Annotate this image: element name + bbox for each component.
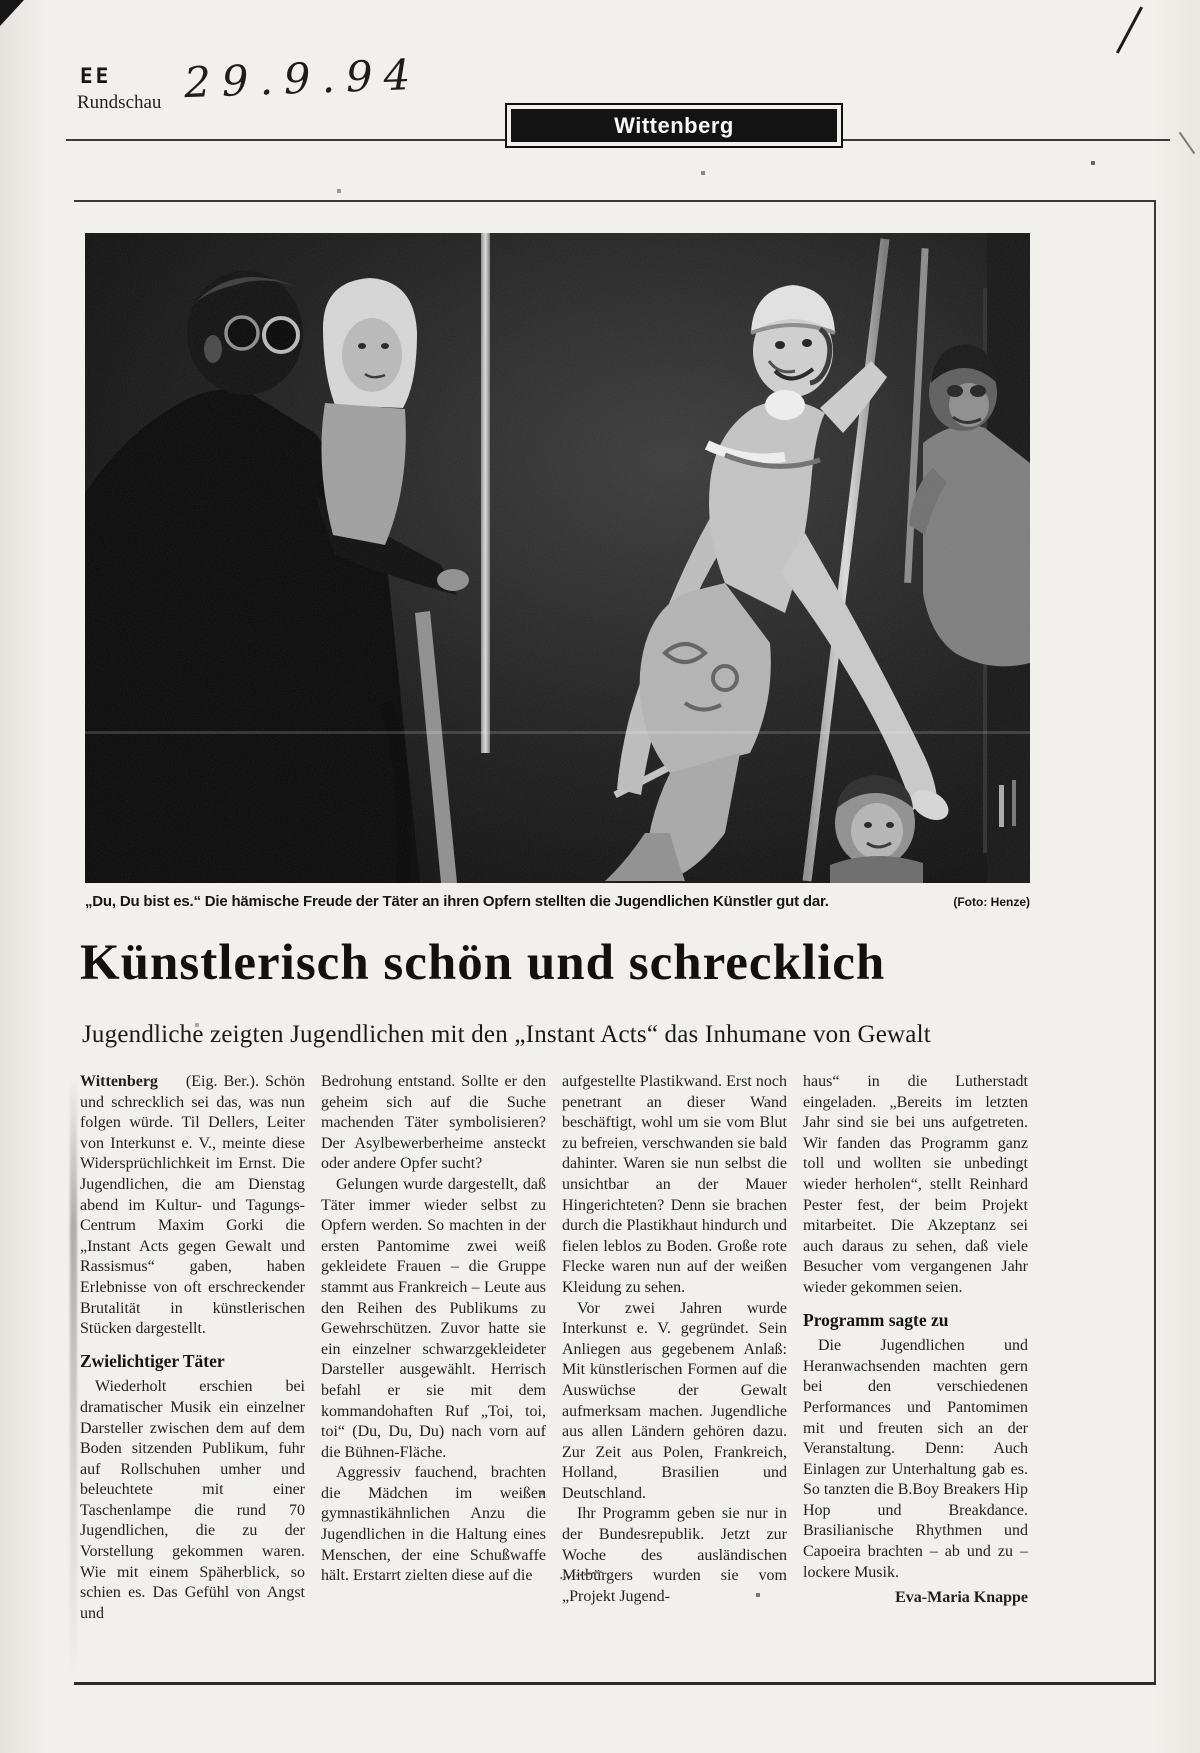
author-byline: Eva-Maria Knappe: [895, 1589, 1028, 1607]
photo-grain-overlay: [85, 233, 1030, 883]
text-column-1: [80, 1072, 305, 1678]
section-banner-label: Wittenberg: [511, 109, 837, 142]
article-subheadline: Jugendliche zeigten Jugendlichen mit den „Instant Acts“ das Inhumane von Gewalt: [82, 1021, 931, 1048]
body-paragraph: Aggressiv fauchend, brachten die Mädchen im weißen gymnastikähnlichen Anzu die Jugendlichen in die Haltung eines Menschen, der eine Schußwaffe hält. Erstarrt zielten diese auf die: [321, 1464, 546, 1585]
section-banner: [505, 103, 843, 148]
stage-performance-scene: [85, 233, 1030, 883]
text-column-4: [803, 1072, 1028, 1678]
body-paragraph: Ihr Programm geben sie nur in der Bundesrepublik. Jetzt zur Woche des ausländischen Mitbürgers wurden sie vom „Projekt Jugend-: [562, 1505, 787, 1605]
body-paragraph: Vor zwei Jahren wurde Interkunst e. V. gegründet. Sein Anliegen aus gegebenem Anlaß: Mit künstlerischen Formen auf die Auswüchse der Gewalt aufmerksam machen. Jugendliche aus allen Ländern gehören dazu. Zur Zeit aus Polen, Frankreich, Holland, Brasilien und Deutschland.: [562, 1299, 787, 1502]
article-frame-top-rule: [74, 200, 1156, 202]
scan-edge-artifact: [1179, 132, 1196, 154]
photo-credit: (Foto: Henze): [953, 895, 1030, 909]
body-paragraph: haus“ in die Lutherstadt eingeladen. „Bereits im letzten Jahr sind sie bei uns aufgetreten. Wir fanden das Programm ganz toll und wollten sie unbedingt wieder herholen“, stellt Reinhard Pester fest, der beim Projekt mitarbeitet. Die Akzeptanz sei auch daraus zu sehen, daß viele Besucher vom vergangenen Jahr wieder gekommen seien.: [803, 1073, 1028, 1296]
scan-speck-artifacts: [0, 0, 2, 2]
body-paragraph: aufgestellte Plastikwand. Erst noch penetrant an dieser Wand beschäftigt, wohl um sie vom Blut zu befreien, verschwanden sie bald dahinter. Waren sie nun selbst die unsichtbar an der Mauer Hingerichteten? Denn sie brachen durch die Plastikhaut hindurch und fielen leblos zu Boden. Große rote Flecke waren nun auf der weißen Kleidung zu sehen.: [562, 1073, 787, 1296]
masthead-name: Rundschau: [77, 92, 162, 113]
photo-caption: „Du, Du bist es.“ Die hämische Freude der Täter an ihren Opfern stellten die Jugendlichen Künstler gut dar.: [85, 893, 829, 910]
masthead-abbreviation: EE: [80, 64, 112, 88]
dateline-location: Wittenberg: [80, 1073, 158, 1090]
dateline-note: (Eig. Ber.).: [185, 1073, 260, 1090]
handwritten-date: 29.9.94: [183, 49, 423, 108]
scan-shadow-streak: [70, 1078, 77, 1678]
text-column-3: [562, 1072, 787, 1678]
scan-corner-artifact: [0, 0, 24, 26]
article-bottom-rule: [74, 1682, 1156, 1685]
body-paragraph: Die Jugendlichen und Heranwachsenden machten gern bei den verschiedenen Performances und Pantomimen mit und freuten sich an der Veranstaltung. Denn: Auch Einlagen zur Unterhaltung gab es. So tanzten die B.Boy Breakers Hip Hop und Breakdance. Brasilianische Rhythmen und Capoeira brachten – ab und zu – lockere Musik.: [803, 1337, 1028, 1581]
article-headline: Künstlerisch schön und schrecklich: [80, 935, 886, 991]
body-paragraph: Wittenberg (Eig. Ber.). Schön und schrecklich sei das, was nun folgen würde. Til Dellers, Leiter von Interkunst e. V., meinte diese Widersprüchlichkeit im Ernst. Die Jugendlichen, die am Dienstag abend im Kultur- und Tagungs-Centrum Maxim Gorki die „Instant Acts gegen Gewalt und Rassismus“ gaben, haben Erlebnisse von oft erschreckender Brutalität in künstlerischen Stücken dargestellt.: [80, 1073, 306, 1338]
column-subheading: Programm sagte zu: [803, 1309, 949, 1330]
scan-slash-artifact: [1116, 6, 1143, 53]
article-photo: [85, 233, 1030, 883]
text-column-2: [321, 1072, 546, 1678]
photo-caption-row: [85, 893, 1030, 910]
column-subheading: Zwielichtiger Täter: [80, 1350, 225, 1371]
article-frame-right-rule: [1154, 200, 1156, 1684]
body-paragraph: Bedrohung entstand. Sollte er den geheim sich auf die Suche machenden Täter symbolisieren? Der Asylbewerberheime ansteckt oder andere Opfer sucht?: [321, 1073, 546, 1173]
article-body-columns: [80, 1072, 1030, 1678]
body-paragraph: Gelungen wurde dargestellt, daß Täter immer wieder selbst zu Opfern werden. So machten in der ersten Pantomime zwei weiß gekleidete Frauen – die Gruppe stammt aus Frankreich – Leute aus den Reihen des Publikums zu Gewehrschützen. Zuvor hatte sie ein einzelner schwarzgekleideter Darsteller ausgewählt. Herrisch befahl er sie mit dem kommandohaften Ruf „Toi, toi, toi“ (Du, Du, Du) nach vorn auf die Bühnen-Fläche.: [321, 1175, 546, 1461]
body-paragraph: Wiederholt erschien bei dramatischer Musik ein einzelner Darsteller zwischen dem auf dem Boden sitzenden Publikum, fuhr auf Rollschuhen umher und beleuchtete mit einer Taschenlampe die rund 70 Jugendlichen, die zu der Vorstellung gekommen waren. Wie mit einem Späherblick, so schien es. Das Gefühl von Angst und: [80, 1378, 305, 1622]
